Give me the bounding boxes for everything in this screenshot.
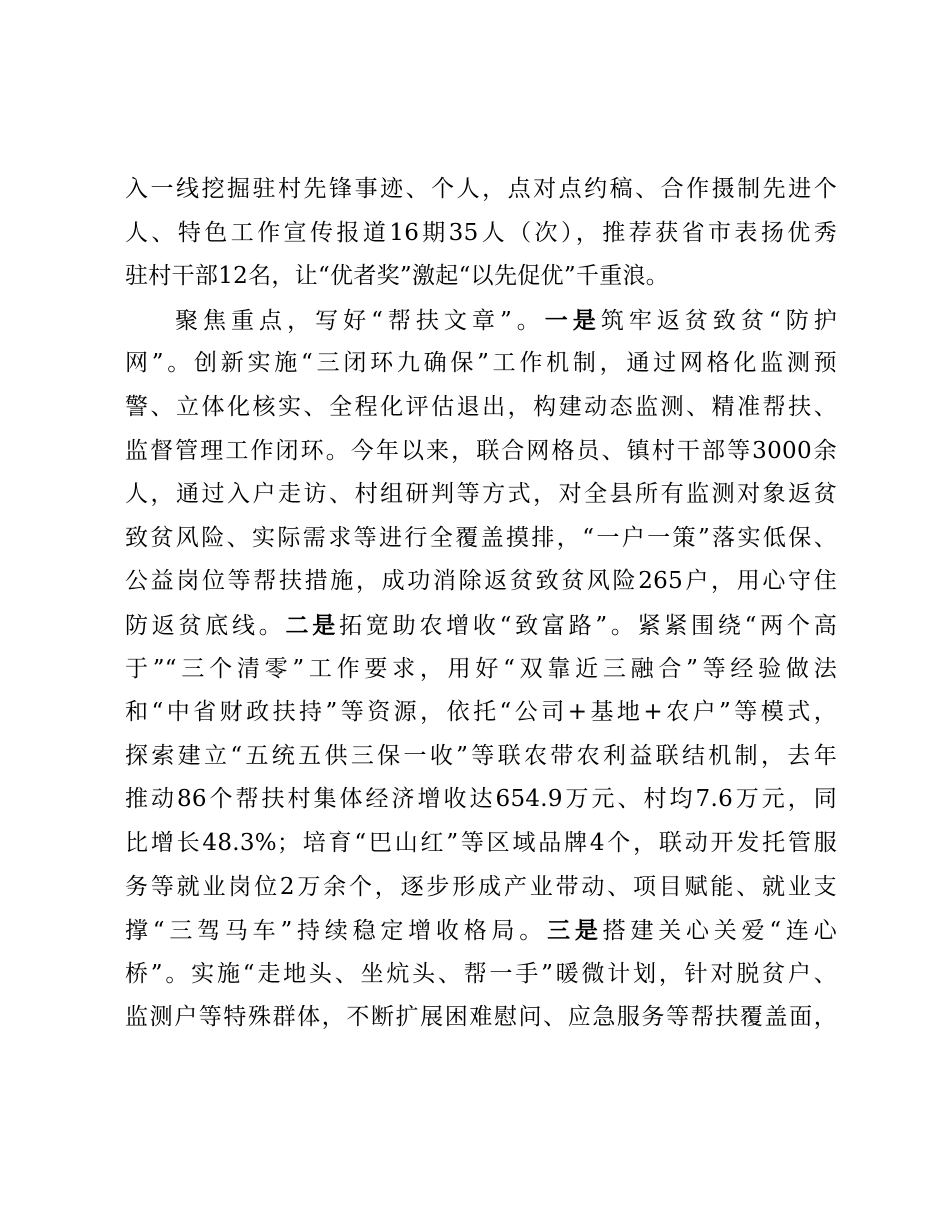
text-run: 推动86个帮扶村集体经济增收达654.9万元、村均7.6万元，同 bbox=[125, 786, 837, 813]
text-line bbox=[125, 255, 837, 299]
text-run: 桥”。实施“走地头、坐炕头、帮一手”暖微计划，针对脱贫户、 bbox=[125, 960, 837, 987]
text-run: 搭建关心关爱“连心 bbox=[602, 918, 837, 945]
paragraph-first-line bbox=[125, 299, 837, 343]
text-run: 公益岗位等帮扶措施，成功消除返贫致贫风险265户，用心守住 bbox=[125, 568, 837, 595]
text-line bbox=[125, 560, 837, 604]
text-line bbox=[125, 822, 837, 866]
text-run: 于”“三个清零”工作要求，用好“双靠近三融合”等经验做法 bbox=[125, 655, 837, 682]
text-line bbox=[125, 778, 837, 822]
text-line bbox=[125, 168, 837, 212]
text-run: 人，通过入户走访、村组研判等方式，对全县所有监测对象返贫 bbox=[125, 481, 837, 508]
text-line bbox=[125, 517, 837, 561]
text-run: 监测户等特殊群体，不断扩展困难慰问、应急服务等帮扶覆盖面， bbox=[125, 1004, 837, 1031]
body-text bbox=[125, 168, 837, 1040]
text-run: 致贫风险、实际需求等进行全覆盖摸排，“一户一策”落实低保、 bbox=[125, 524, 837, 551]
text-run: 拓宽助农增收“致富路”。紧紧围绕“两个高 bbox=[339, 612, 837, 639]
text-run: 驻村干部12名，让“优者奖”激起“以先促优”千重浪。 bbox=[125, 263, 670, 290]
text-line bbox=[125, 953, 837, 997]
text-run: 警、立体化核实、全程化评估退出，构建动态监测、精准帮扶、 bbox=[125, 393, 837, 420]
text-line bbox=[125, 735, 837, 779]
text-line bbox=[125, 342, 837, 386]
text-line bbox=[125, 996, 837, 1040]
text-run: 监督管理工作闭环。今年以来，联合网格员、镇村干部等3000余 bbox=[125, 437, 837, 464]
text-line bbox=[125, 691, 837, 735]
text-line bbox=[125, 430, 837, 474]
emphasis-run: 二是 bbox=[285, 611, 340, 639]
emphasis-run: 三是 bbox=[547, 917, 603, 945]
text-run: 比增长48.3%；培育“巴山红”等区域品牌4个，联动开发托管服 bbox=[125, 829, 837, 856]
text-line bbox=[125, 866, 837, 910]
emphasis-run: 一是 bbox=[544, 306, 601, 334]
text-run: 撑“三驾马车”持续稳定增收格局。 bbox=[125, 918, 548, 945]
text-line bbox=[125, 648, 837, 692]
text-run: 防返贫底线。 bbox=[125, 612, 286, 639]
text-line bbox=[125, 909, 837, 953]
text-line bbox=[125, 604, 837, 648]
text-line bbox=[125, 212, 837, 256]
text-run: 探索建立“五统五供三保一收”等联农带农利益联结机制，去年 bbox=[125, 742, 837, 769]
text-run: 聚焦重点，写好“帮扶文章”。 bbox=[175, 307, 545, 334]
text-line bbox=[125, 473, 837, 517]
text-run: 入一线挖掘驻村先锋事迹、个人，点对点约稿、合作摄制先进个 bbox=[125, 176, 837, 202]
text-run: 人、特色工作宣传报道16期35人（次），推荐获省市表扬优秀 bbox=[125, 219, 837, 246]
text-line bbox=[125, 386, 837, 430]
text-run: 筑牢返贫致贫“防护 bbox=[600, 307, 838, 334]
text-run: 和“中省财政扶持”等资源，依托“公司+基地+农户”等模式， bbox=[125, 699, 837, 726]
text-run: 网”。创新实施“三闭环九确保”工作机制，通过网格化监测预 bbox=[125, 350, 837, 377]
text-run: 务等就业岗位2万余个，逐步形成产业带动、项目赋能、就业支 bbox=[125, 873, 837, 900]
